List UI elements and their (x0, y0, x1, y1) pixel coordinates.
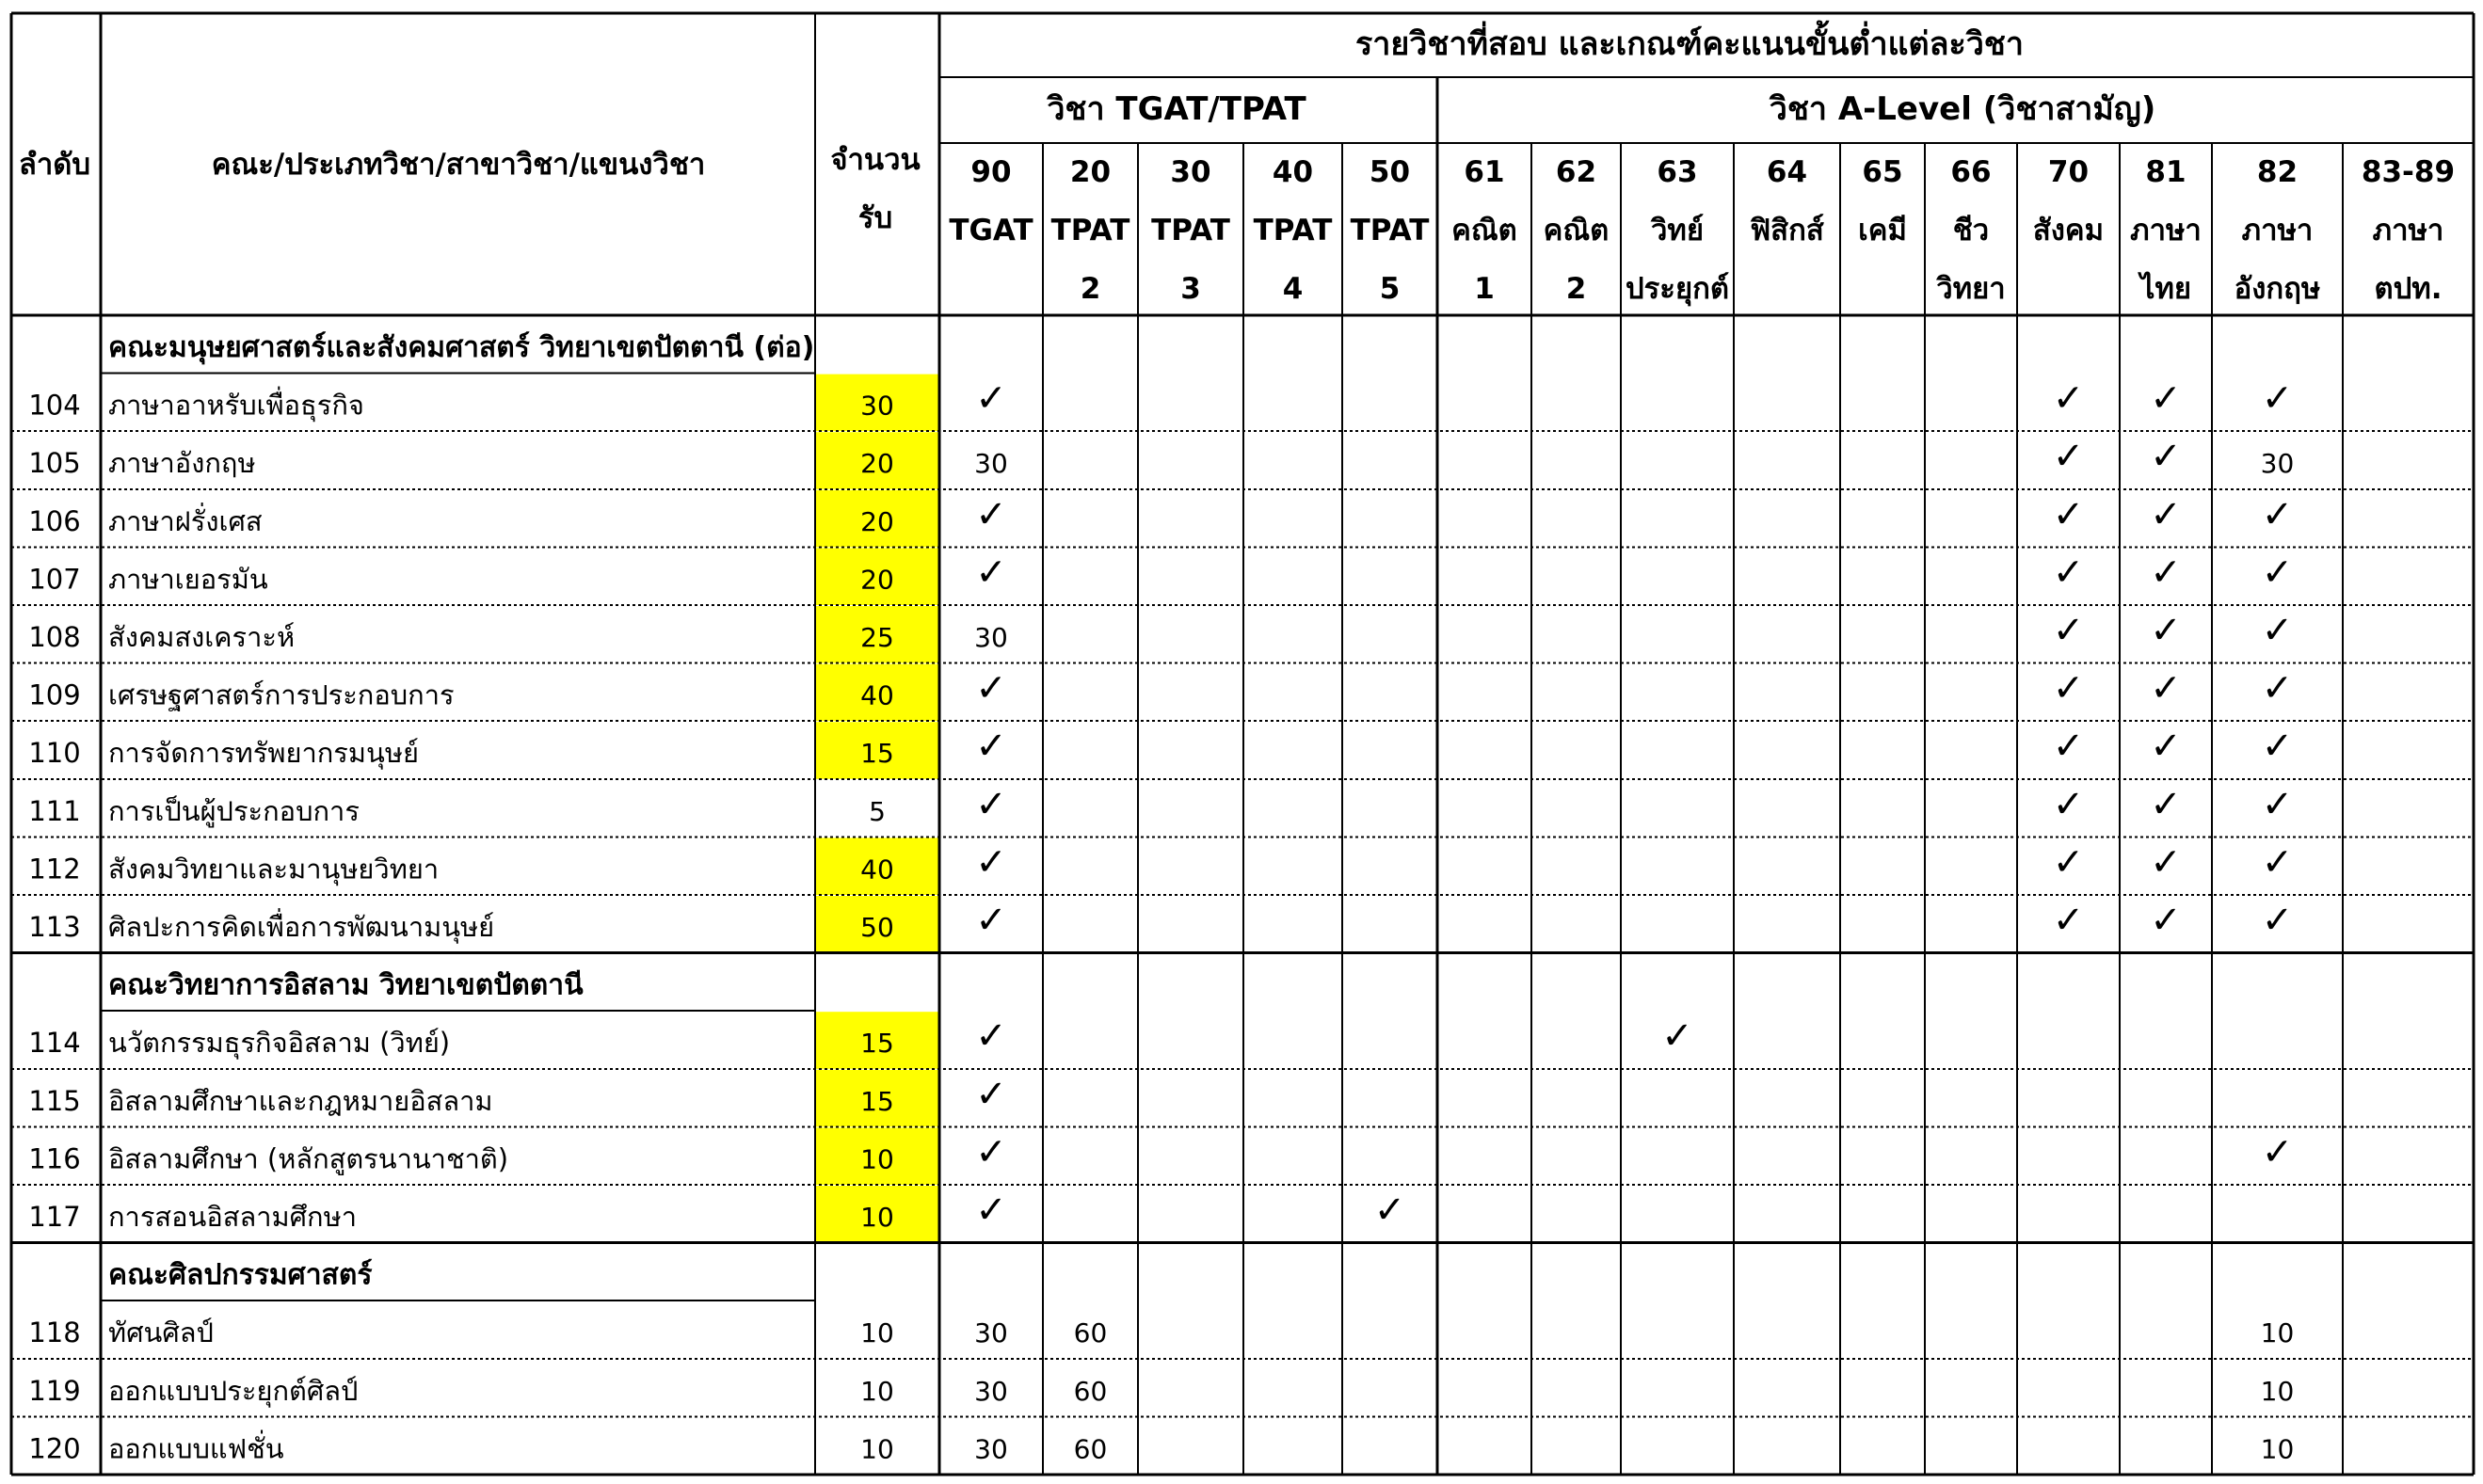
check-mark-icon: ✓ (975, 1014, 1007, 1059)
check-mark-icon: ✓ (1373, 1189, 1406, 1232)
check-mark-icon: ✓ (975, 376, 1007, 421)
program-name: ออกแบบแฟชั่น (108, 1432, 284, 1465)
check-mark-icon: ✓ (2150, 376, 2182, 421)
faculty-header: คณะ/ประเภทวิชา/สาขาวิชา/แขนงวิชา (211, 148, 706, 182)
check-mark-icon: ✓ (2052, 899, 2085, 942)
quota-value: 10 (860, 1143, 894, 1175)
min-score-value: 10 (2260, 1433, 2295, 1465)
check-mark-icon: ✓ (2052, 435, 2085, 479)
row-sequence: 105 (28, 447, 81, 480)
check-mark-icon: ✓ (2150, 435, 2182, 479)
subjects-title: รายวิชาที่สอบ และเกณฑ์คะแนนขั้นต่ำแต่ละวิชา (1355, 25, 2024, 63)
check-mark-icon: ✓ (2052, 840, 2085, 885)
quota-value: 20 (860, 564, 894, 596)
program-name: การสอนอิสลามศึกษา (108, 1201, 358, 1233)
row-sequence: 119 (28, 1374, 81, 1407)
row-sequence: 110 (28, 737, 81, 770)
subject-header-s30-line-3: 3 (1180, 272, 1201, 306)
subject-header-s30-line-2: TPAT (1151, 214, 1230, 247)
quota-value: 10 (860, 1202, 894, 1233)
row-sequence: 118 (28, 1316, 81, 1349)
subject-header-s90-line-1: 90 (970, 155, 1012, 189)
program-name: นวัตกรรมธุรกิจอิสลาม (วิทย์) (108, 1027, 451, 1060)
subject-header-s63-line-3: ประยุกต์ (1625, 272, 1730, 306)
program-name: ออกแบบประยุกต์ศิลป์ (108, 1374, 359, 1407)
check-mark-icon: ✓ (2150, 725, 2182, 769)
min-score-value: 60 (1073, 1433, 1108, 1465)
program-name: สังคมสงเคราะห์ (108, 621, 296, 653)
quota-value: 10 (860, 1375, 894, 1407)
subject-header-s83-line-3: ตปท. (2374, 272, 2443, 306)
check-mark-icon: ✓ (2261, 376, 2294, 421)
min-score-value: 30 (974, 1317, 1008, 1349)
check-mark-icon: ✓ (975, 1189, 1007, 1232)
subject-header-s81-line-2: ภาษา (2130, 214, 2202, 247)
check-mark-icon: ✓ (975, 1072, 1007, 1116)
check-mark-icon: ✓ (2261, 551, 2294, 595)
quota-value: 15 (860, 738, 894, 770)
program-name: ศิลปะการคิดเพื่อการพัฒนามนุษย์ (108, 911, 495, 943)
table-header (19, 20, 2155, 235)
subject-header-s62-line-3: 2 (1565, 272, 1587, 306)
subject-header-s50-line-2: TPAT (1350, 214, 1430, 247)
check-mark-icon: ✓ (2052, 492, 2085, 536)
subject-header-s66-line-1: 66 (1950, 155, 1992, 189)
check-mark-icon: ✓ (2052, 782, 2085, 826)
subject-header-s82-line-3: อังกฤษ (2234, 272, 2321, 306)
check-mark-icon: ✓ (975, 725, 1007, 769)
row-sequence: 112 (28, 853, 81, 886)
a-level-group-header: วิชา A-Level (วิชาสามัญ) (1769, 90, 2156, 128)
subject-header-s63-line-1: 63 (1657, 155, 1698, 189)
subject-header-s20-line-2: TPAT (1050, 214, 1130, 247)
subject-header-s70-line-2: สังคม (2032, 214, 2105, 247)
quota-value: 5 (869, 795, 886, 827)
subject-header-s82-line-2: ภาษา (2241, 214, 2314, 247)
row-sequence: 109 (28, 678, 81, 711)
check-mark-icon: ✓ (975, 1130, 1007, 1174)
program-name: สังคมวิทยาและมานุษยวิทยา (108, 853, 440, 886)
subject-header-s50-line-1: 50 (1369, 155, 1411, 189)
check-mark-icon: ✓ (2150, 609, 2182, 652)
quota-value: 15 (860, 1085, 894, 1117)
quota-value: 15 (860, 1028, 894, 1060)
check-mark-icon: ✓ (2150, 666, 2182, 710)
min-score-value: 30 (2260, 448, 2295, 480)
quota-value: 30 (860, 390, 894, 422)
check-mark-icon: ✓ (975, 666, 1007, 710)
subject-header-s81-line-3: ไทย (2139, 272, 2192, 306)
subject-header-s62-line-2: คณิต (1543, 214, 1610, 247)
subject-header-s40-line-1: 40 (1272, 155, 1314, 189)
min-score-value: 30 (974, 448, 1008, 480)
subject-header-s65-line-1: 65 (1862, 155, 1903, 189)
subject-header-s65-line-2: เคมี (1858, 214, 1907, 247)
program-name: ภาษาเยอรมัน (108, 563, 268, 596)
subject-header-s82-line-1: 82 (2256, 155, 2299, 189)
row-sequence: 107 (28, 563, 81, 596)
table-body (28, 331, 2294, 1464)
check-mark-icon: ✓ (2261, 782, 2294, 826)
program-name: อิสลามศึกษาและกฎหมายอิสลาม (108, 1084, 493, 1117)
subject-header-s50-line-3: 5 (1379, 272, 1401, 306)
subject-header-s40-line-3: 4 (1282, 272, 1304, 306)
check-mark-icon: ✓ (2261, 1130, 2294, 1174)
row-sequence: 114 (28, 1027, 81, 1060)
check-mark-icon: ✓ (2261, 609, 2294, 652)
row-sequence: 111 (28, 794, 81, 827)
row-sequence: 115 (28, 1084, 81, 1117)
subject-header-s63-line-2: วิทย์ (1650, 214, 1705, 247)
program-name: การจัดการทรัพยากรมนุษย์ (108, 737, 419, 770)
check-mark-icon: ✓ (2261, 725, 2294, 769)
subject-header-s30-line-1: 30 (1170, 155, 1211, 189)
min-score-value: 60 (1073, 1317, 1108, 1349)
check-mark-icon: ✓ (2150, 840, 2182, 885)
min-score-value: 30 (974, 622, 1008, 653)
row-sequence: 104 (28, 389, 81, 422)
check-mark-icon: ✓ (1661, 1014, 1693, 1059)
check-mark-icon: ✓ (2052, 609, 2085, 652)
subject-header-s66-line-3: วิทยา (1936, 272, 2006, 306)
check-mark-icon: ✓ (2261, 899, 2294, 942)
subject-header-s70-line-1: 70 (2047, 155, 2090, 189)
min-score-value: 10 (2260, 1317, 2295, 1349)
subject-header-s64-line-2: ฟิสิกส์ (1750, 214, 1824, 247)
min-score-value: 10 (2260, 1375, 2295, 1407)
row-sequence: 113 (28, 911, 81, 943)
program-name: ภาษาอาหรับเพื่อธุรกิจ (108, 389, 364, 422)
quota-header-line-1: จำนวน (830, 143, 921, 177)
quota-value: 40 (860, 679, 894, 711)
subject-header-s81-line-1: 81 (2145, 155, 2187, 189)
faculty-title: คณะวิทยาการอิสลาม วิทยาเขตปัตตานี (108, 968, 584, 1002)
check-mark-icon: ✓ (2150, 492, 2182, 536)
check-mark-icon: ✓ (975, 492, 1007, 536)
check-mark-icon: ✓ (2052, 666, 2085, 710)
subject-header-s62-line-1: 62 (1555, 155, 1597, 189)
row-sequence: 108 (28, 621, 81, 653)
subject-header-s61-line-2: คณิต (1451, 214, 1517, 247)
quota-header-line-2: รับ (857, 201, 893, 235)
check-mark-icon: ✓ (2150, 551, 2182, 595)
quota-value: 20 (860, 505, 894, 537)
check-mark-icon: ✓ (975, 899, 1007, 942)
check-mark-icon: ✓ (975, 840, 1007, 885)
check-mark-icon: ✓ (2052, 551, 2085, 595)
sequence-header: ลำดับ (18, 148, 91, 182)
min-score-value: 30 (974, 1433, 1008, 1465)
check-mark-icon: ✓ (2261, 666, 2294, 710)
quota-value: 40 (860, 854, 894, 886)
subject-header-s40-line-2: TPAT (1253, 214, 1333, 247)
tgat-tpat-group-header: วิชา TGAT/TPAT (1047, 90, 1306, 128)
check-mark-icon: ✓ (975, 551, 1007, 595)
check-mark-icon: ✓ (975, 782, 1007, 826)
check-mark-icon: ✓ (2261, 840, 2294, 885)
check-mark-icon: ✓ (2150, 899, 2182, 942)
quota-value: 10 (860, 1433, 894, 1465)
min-score-value: 60 (1073, 1375, 1108, 1407)
subject-header-s83-line-2: ภาษา (2372, 214, 2444, 247)
quota-value: 50 (860, 912, 894, 943)
row-sequence: 117 (28, 1201, 81, 1233)
row-sequence: 120 (28, 1432, 81, 1465)
row-sequence: 106 (28, 504, 81, 537)
quota-value: 10 (860, 1317, 894, 1349)
program-name: ทัศนศิลป์ (108, 1316, 214, 1349)
faculty-title: คณะมนุษยศาสตร์และสังคมศาสตร์ วิทยาเขตปัตตานี (ต่อ) (108, 331, 815, 364)
subject-header-s20-line-3: 2 (1080, 272, 1101, 306)
min-score-value: 30 (974, 1375, 1008, 1407)
subject-header-s64-line-1: 64 (1766, 155, 1808, 189)
subject-header-s83-line-1: 83-89 (2361, 155, 2456, 189)
subject-header-s66-line-2: ชีว (1952, 214, 1990, 247)
quota-value: 25 (860, 622, 894, 653)
subject-header-s20-line-1: 20 (1069, 155, 1112, 189)
program-name: ภาษาอังกฤษ (108, 447, 256, 480)
program-name: การเป็นผู้ประกอบการ (108, 794, 360, 827)
subject-headers (949, 155, 2455, 307)
check-mark-icon: ✓ (2052, 376, 2085, 421)
quota-value: 20 (860, 448, 894, 480)
faculty-title: คณะศิลปกรรมศาสตร์ (108, 1258, 373, 1292)
subject-header-s61-line-1: 61 (1464, 155, 1505, 189)
program-name: เศรษฐศาสตร์การประกอบการ (108, 678, 455, 711)
program-name: ภาษาฝรั่งเศส (108, 504, 263, 537)
check-mark-icon: ✓ (2150, 782, 2182, 826)
subject-header-s61-line-3: 1 (1474, 272, 1495, 306)
check-mark-icon: ✓ (2052, 725, 2085, 769)
check-mark-icon: ✓ (2261, 492, 2294, 536)
row-sequence: 116 (28, 1142, 81, 1175)
program-name: อิสลามศึกษา (หลักสูตรนานาชาติ) (108, 1142, 509, 1175)
subject-header-s90-line-2: TGAT (949, 214, 1033, 247)
